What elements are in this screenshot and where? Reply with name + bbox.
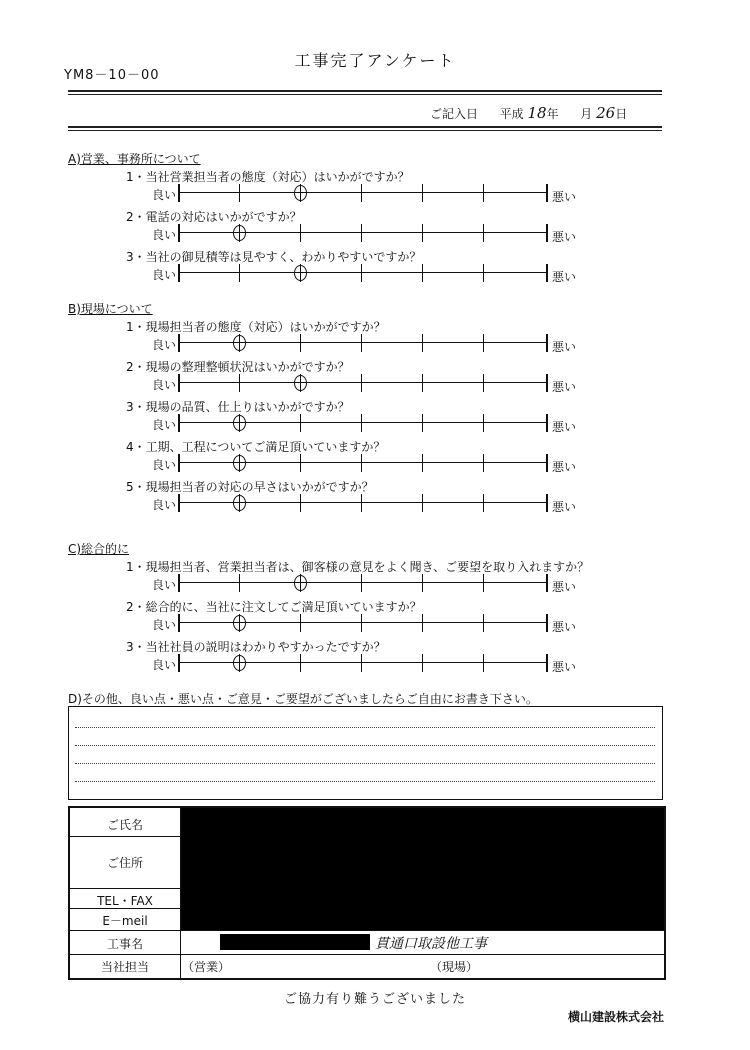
scale-tick xyxy=(178,574,180,592)
date-rule-bottom xyxy=(68,130,662,131)
rating-scale[interactable] xyxy=(178,414,548,432)
date-day-unit: 日 xyxy=(615,107,628,121)
scale-tick xyxy=(546,654,548,672)
scale-tick xyxy=(483,224,484,242)
scale-tick xyxy=(422,454,423,472)
info-row-line xyxy=(70,954,664,955)
selected-answer-mark xyxy=(233,225,246,241)
scale-tick xyxy=(361,654,362,672)
date-year: 18 xyxy=(527,104,547,122)
selected-answer-mark xyxy=(233,615,246,631)
scale-tick xyxy=(178,454,180,472)
scale-tick xyxy=(239,264,240,282)
selected-answer-mark xyxy=(233,415,246,431)
scale-tick xyxy=(239,184,240,202)
question-text: 4・工期、工程についてご満足頂いていますか？ xyxy=(126,440,386,454)
rating-scale[interactable] xyxy=(178,224,548,242)
question-text: 3・当社の御見積等は見やすく、わかりやすいですか？ xyxy=(126,250,422,264)
scale-tick xyxy=(546,614,548,632)
comment-line xyxy=(75,763,655,764)
form-code: YM8－10－00 xyxy=(64,68,160,83)
scale-tick xyxy=(422,334,423,352)
rating-scale[interactable] xyxy=(178,374,548,392)
comments-title: D)その他、良い点・悪い点・ご意見・ご要望がございましたらご自由にお書き下さい。 xyxy=(68,692,538,706)
sales-staff-label: （営業） xyxy=(182,960,231,974)
selected-answer-mark xyxy=(294,265,307,281)
question-text: 1・現場担当者、営業担当者は、御客様の意見をよく聞き、ご要望を取り入れますか？ xyxy=(126,560,590,574)
rating-scale[interactable] xyxy=(178,454,548,472)
scale-tick xyxy=(361,494,362,512)
section-title: A)営業、事務所について xyxy=(68,152,201,166)
customer-info-table xyxy=(68,806,666,980)
scale-tick xyxy=(178,224,180,242)
scale-tick xyxy=(483,184,484,202)
scale-tick xyxy=(361,574,362,592)
scale-tick xyxy=(546,454,548,472)
date-rule-top xyxy=(68,126,662,128)
scale-good-label: 良い xyxy=(152,188,177,202)
scale-bad-label: 悪い xyxy=(552,230,577,244)
scale-good-label: 良い xyxy=(152,498,177,512)
scale-tick xyxy=(483,494,484,512)
name-label: ご氏名 xyxy=(106,818,143,832)
redacted-contact-block xyxy=(181,808,664,930)
scale-good-label: 良い xyxy=(152,338,177,352)
project-value: 貫通口取設他工事 xyxy=(375,936,487,952)
scale-tick xyxy=(546,184,548,202)
scale-bad-label: 悪い xyxy=(552,380,577,394)
scale-tick xyxy=(483,614,484,632)
date-year-unit: 年 xyxy=(546,107,559,121)
scale-tick xyxy=(178,184,180,202)
scale-tick xyxy=(422,184,423,202)
scale-bad-label: 悪い xyxy=(552,620,577,634)
scale-tick xyxy=(300,614,301,632)
scale-tick xyxy=(178,264,180,282)
scale-good-label: 良い xyxy=(152,228,177,242)
comments-box[interactable] xyxy=(68,706,663,800)
project-label: 工事名 xyxy=(106,937,143,951)
scale-tick xyxy=(483,414,484,432)
scale-bad-label: 悪い xyxy=(552,190,577,204)
scale-tick xyxy=(422,654,423,672)
scale-bad-label: 悪い xyxy=(552,660,577,674)
scale-tick xyxy=(361,264,362,282)
scale-tick xyxy=(483,454,484,472)
scale-tick xyxy=(422,574,423,592)
scale-good-label: 良い xyxy=(152,268,177,282)
scale-tick xyxy=(483,264,484,282)
date-month-unit: 月 xyxy=(580,107,593,121)
entry-date xyxy=(430,104,627,122)
scale-tick xyxy=(300,224,301,242)
scale-tick xyxy=(178,654,180,672)
scale-tick xyxy=(178,374,180,392)
rating-scale[interactable] xyxy=(178,264,548,282)
scale-tick xyxy=(546,414,548,432)
address-label: ご住所 xyxy=(106,856,143,870)
scale-tick xyxy=(361,414,362,432)
scale-tick xyxy=(178,414,180,432)
date-era: 平成 xyxy=(499,107,524,121)
question-text: 2・現場の整理整頓状況はいかがですか？ xyxy=(126,360,350,374)
comment-line xyxy=(75,781,655,782)
scale-tick xyxy=(300,414,301,432)
scale-tick xyxy=(361,334,362,352)
scale-good-label: 良い xyxy=(152,618,177,632)
scale-tick xyxy=(483,374,484,392)
question-text: 2・電話の対応はいかがですか？ xyxy=(126,210,302,224)
comment-line xyxy=(75,745,655,746)
question-text: 2・総合的に、当社に注文してご満足頂いていますか？ xyxy=(126,600,422,614)
scale-bad-label: 悪い xyxy=(552,340,577,354)
scale-line xyxy=(178,382,548,383)
scale-tick xyxy=(483,334,484,352)
question-text: 5・現場担当者の対応の早さはいかがですか？ xyxy=(126,480,374,494)
selected-answer-mark xyxy=(294,185,307,201)
question-text: 3・現場の品質、仕上りはいかがですか？ xyxy=(126,400,350,414)
section-title: C)総合的に xyxy=(68,542,130,556)
scale-tick xyxy=(178,614,180,632)
scale-bad-label: 悪い xyxy=(552,460,577,474)
scale-tick xyxy=(422,224,423,242)
scale-tick xyxy=(546,224,548,242)
scale-line xyxy=(178,192,548,193)
selected-answer-mark xyxy=(233,335,246,351)
scale-good-label: 良い xyxy=(152,658,177,672)
rating-scale[interactable] xyxy=(178,614,548,632)
scale-tick xyxy=(422,494,423,512)
rating-scale[interactable] xyxy=(178,334,548,352)
scale-bad-label: 悪い xyxy=(552,270,577,284)
date-day: 26 xyxy=(596,104,616,122)
selected-answer-mark xyxy=(233,495,246,511)
scale-tick xyxy=(422,264,423,282)
comment-line xyxy=(75,727,655,728)
staff-label: 当社担当 xyxy=(100,960,149,974)
scale-tick xyxy=(361,614,362,632)
page-title: 工事完了アンケート xyxy=(294,51,456,70)
scale-tick xyxy=(239,374,240,392)
question-text: 1・当社営業担当者の態度（対応）はいかがですか？ xyxy=(126,170,410,184)
thanks-message: ご協力有り難うございました xyxy=(283,992,466,1007)
scale-tick xyxy=(546,374,548,392)
scale-tick xyxy=(483,574,484,592)
scale-tick xyxy=(300,494,301,512)
rating-scale[interactable] xyxy=(178,654,548,672)
rating-scale[interactable] xyxy=(178,494,548,512)
tel-fax-label: TEL・FAX xyxy=(97,894,153,908)
scale-good-label: 良い xyxy=(152,578,177,592)
scale-tick xyxy=(361,184,362,202)
question-text: 3・当社社員の説明はわかりやすかったですか？ xyxy=(126,640,386,654)
scale-tick xyxy=(546,574,548,592)
scale-tick xyxy=(178,334,180,352)
scale-tick xyxy=(361,454,362,472)
selected-answer-mark xyxy=(294,375,307,391)
company-name: 横山建設株式会社 xyxy=(568,1010,665,1024)
scale-tick xyxy=(422,614,423,632)
redacted-project-prefix xyxy=(220,934,370,950)
scale-bad-label: 悪い xyxy=(552,420,577,434)
selected-answer-mark xyxy=(294,575,307,591)
scale-line xyxy=(178,582,548,583)
info-row-line xyxy=(70,930,664,931)
scale-bad-label: 悪い xyxy=(552,500,577,514)
scale-tick xyxy=(546,494,548,512)
scale-tick xyxy=(422,414,423,432)
header-rule-bottom xyxy=(68,94,662,95)
scale-tick xyxy=(483,654,484,672)
scale-tick xyxy=(422,374,423,392)
scale-bad-label: 悪い xyxy=(552,580,577,594)
scale-tick xyxy=(361,374,362,392)
scale-tick xyxy=(546,264,548,282)
selected-answer-mark xyxy=(233,655,246,671)
scale-good-label: 良い xyxy=(152,458,177,472)
email-label: E－meil xyxy=(102,914,148,928)
scale-tick xyxy=(300,334,301,352)
scale-tick xyxy=(361,224,362,242)
scale-tick xyxy=(239,574,240,592)
rating-scale[interactable] xyxy=(178,574,548,592)
section-title: B)現場について xyxy=(68,302,153,316)
question-text: 1・現場担当者の態度（対応）はいかがですか？ xyxy=(126,320,386,334)
scale-tick xyxy=(178,494,180,512)
date-label: ご記入日 xyxy=(430,107,479,121)
header-rule-top xyxy=(68,90,662,92)
scale-tick xyxy=(300,654,301,672)
scale-good-label: 良い xyxy=(152,418,177,432)
rating-scale[interactable] xyxy=(178,184,548,202)
scale-good-label: 良い xyxy=(152,378,177,392)
scale-tick xyxy=(300,454,301,472)
site-staff-label: （現場） xyxy=(430,960,479,974)
scale-line xyxy=(178,272,548,273)
scale-tick xyxy=(546,334,548,352)
selected-answer-mark xyxy=(233,455,246,471)
